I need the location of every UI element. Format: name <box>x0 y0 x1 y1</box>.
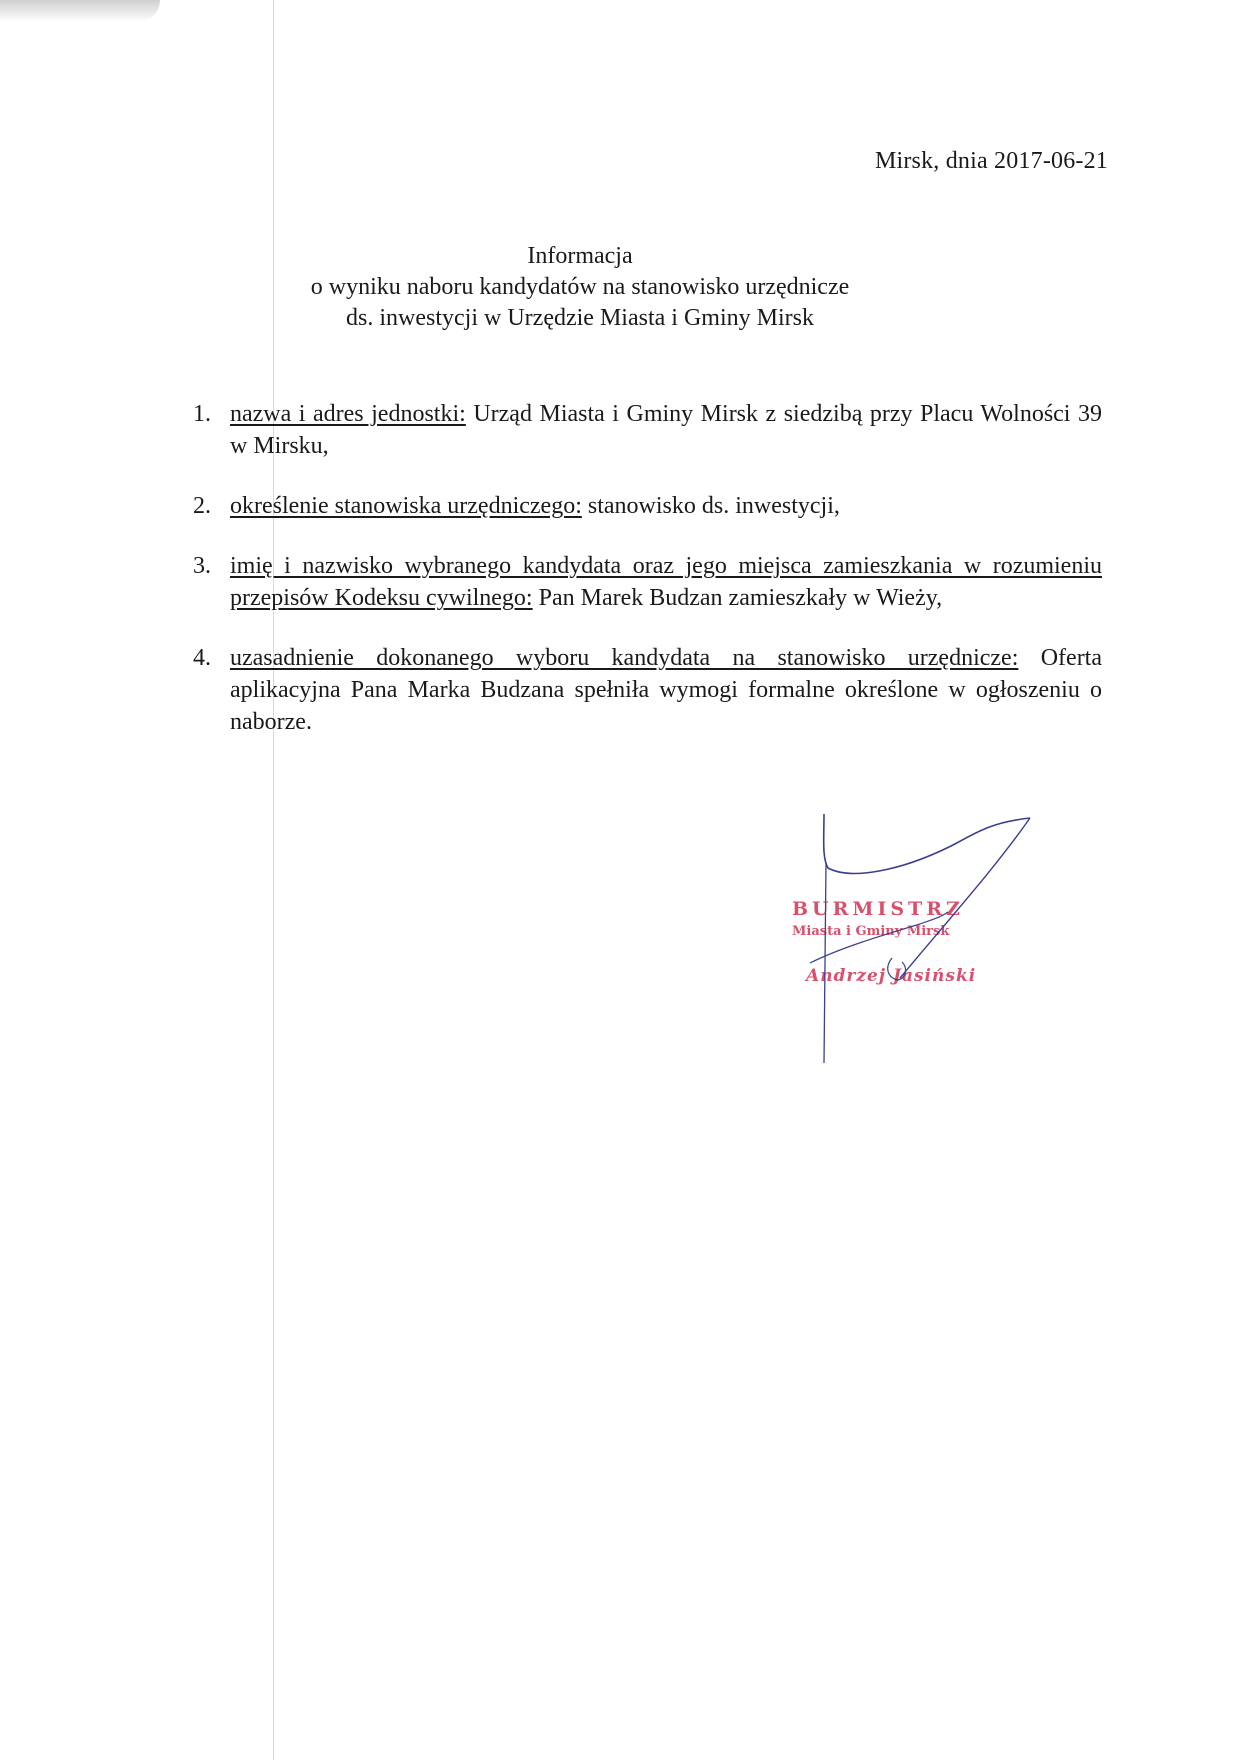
list-item <box>190 490 1102 522</box>
item-label: nazwa i adres jednostki: <box>230 401 466 427</box>
item-text: Oferta aplikacyjna Pana Marka Budzana spełniła wymogi formalne określone w ogłoszeniu o naborze. <box>230 645 1103 735</box>
signature-stamp-area <box>780 808 1040 1068</box>
stamp-name: Andrzej Jasiński <box>806 966 977 986</box>
item-number: 2. <box>193 493 211 519</box>
item-number: 3. <box>193 553 211 579</box>
info-list <box>190 398 1102 738</box>
list-item <box>190 550 1102 614</box>
stamp-title: BURMISTRZ <box>792 898 964 920</box>
item-number: 4. <box>193 645 211 671</box>
header-title: Informacja <box>527 243 633 269</box>
stamp-subtitle: Miasta i Gminy Mirsk <box>792 924 950 939</box>
item-text: Pan Marek Budzan zamieszkały w Wieży, <box>532 585 943 611</box>
item-label: określenie stanowiska urzędniczego: <box>230 493 582 519</box>
handwritten-signature <box>780 808 1040 1068</box>
item-text: stanowisko ds. inwestycji, <box>581 493 840 519</box>
list-item <box>190 398 1102 462</box>
document-header <box>200 241 960 334</box>
item-number: 1. <box>193 401 211 427</box>
list-item <box>190 642 1102 738</box>
header-subtitle-line2: ds. inwestycji w Urzędzie Miasta i Gminy Mirsk <box>346 305 814 331</box>
header-subtitle-line1: o wyniku naboru kandydatów na stanowisko urzędnicze <box>310 274 850 300</box>
scan-corner-shadow <box>0 0 160 22</box>
item-label: imię i nazwisko wybranego kandydata oraz jego miejsca zamieszkania w rozumieniu przepisów Kodeksu cywilnego: <box>230 553 1102 611</box>
place-date: Mirsk, dnia 2017-06-21 <box>874 148 1108 174</box>
item-text: Urząd Miasta i Gminy Mirsk z siedzibą przy Placu Wolności 39 w Mirsku, <box>230 401 1102 459</box>
item-label: uzasadnienie dokonanego wyboru kandydata na stanowisko urzędnicze: <box>230 645 1019 671</box>
